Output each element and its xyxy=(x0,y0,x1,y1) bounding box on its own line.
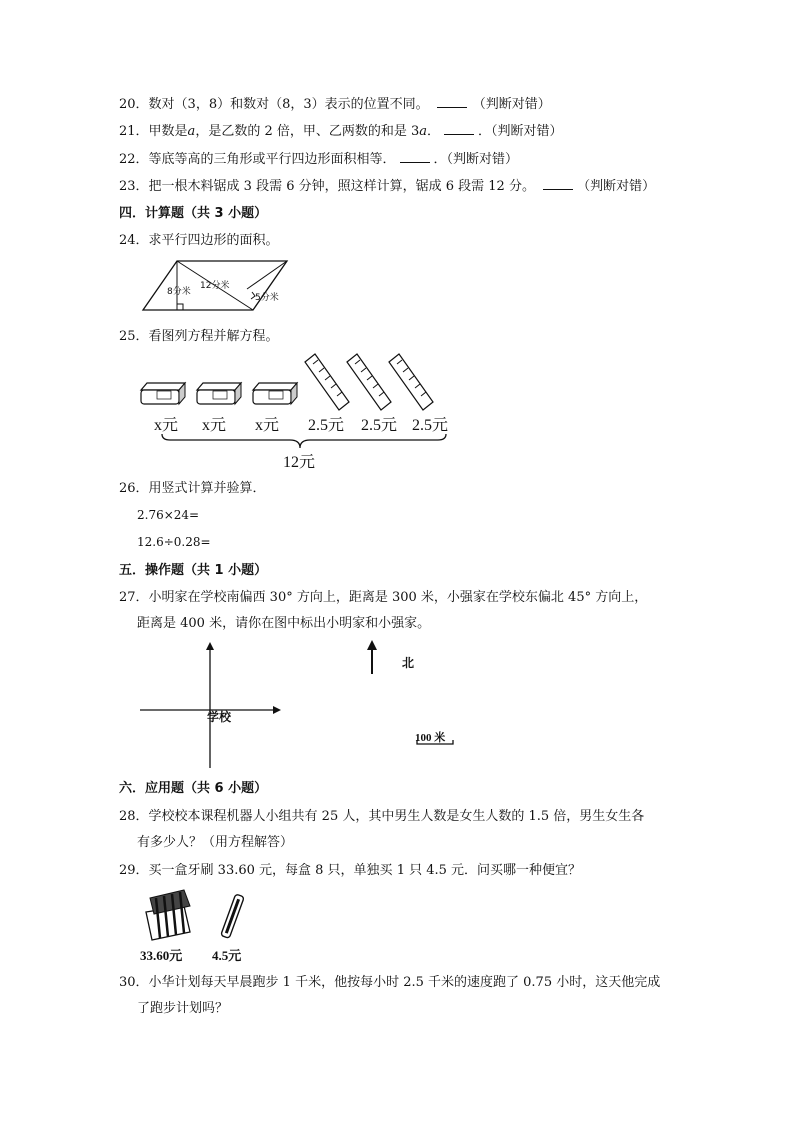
price-label-eraser: x元 xyxy=(255,417,280,434)
question-20-hint: （判断对错） xyxy=(472,97,551,112)
price-label-ruler: 2.5元 xyxy=(308,417,345,434)
price-label-eraser: x元 xyxy=(154,417,179,434)
toothbrush-figure xyxy=(140,888,260,943)
question-26: 26．用竖式计算并验算． xyxy=(119,481,266,496)
question-20-text: 20．数对（3，8）和数对（8，3）表示的位置不同。 xyxy=(119,97,429,112)
question-28-line2: 有多少人？（用方程解答） xyxy=(137,835,294,850)
question-21-mid: ，是乙数的 2 倍，甲、乙两数的和是 3 xyxy=(195,124,420,139)
toothbrush-box-icon xyxy=(146,890,190,940)
north-label: 北 xyxy=(402,656,415,670)
price-label-eraser: x元 xyxy=(202,417,227,434)
calc-division: 12.6÷0.28= xyxy=(137,535,211,549)
ruler-icon xyxy=(389,354,433,410)
question-25: 25．看图列方程并解方程。 xyxy=(119,329,279,344)
eraser-icon xyxy=(141,383,185,404)
section-6-heading: 六．应用题（共 6 小题） xyxy=(119,781,268,796)
question-27-line2: 距离是 400 米，请你在图中标出小明家和小强家。 xyxy=(137,616,431,631)
ruler-icon xyxy=(305,354,349,410)
question-23-hint: （判断对错） xyxy=(577,179,656,194)
question-29: 29．买一盒牙刷 33.60 元，每盒 8 只，单独买 1 只 4.5 元．问买哪一种便宜？ xyxy=(119,863,582,878)
question-20 xyxy=(119,95,551,114)
question-23-text: 23．把一根木料锯成 3 段需 6 分钟，照这样计算，锯成 6 段需 12 分。 xyxy=(119,179,535,194)
question-21-pre: 21．甲数是 xyxy=(119,124,188,139)
answer-blank-22[interactable] xyxy=(400,150,430,163)
scale-label: 100 米 xyxy=(415,732,446,744)
parallelogram-figure xyxy=(135,255,295,320)
answer-blank-23[interactable] xyxy=(543,177,573,190)
diagonal-label: 12分米 xyxy=(200,281,230,291)
price-label-ruler: 2.5元 xyxy=(412,417,449,434)
question-21-post: ． xyxy=(427,124,441,139)
box-price-label: 33.60元 xyxy=(140,948,183,963)
question-24: 24．求平行四边形的面积。 xyxy=(119,233,279,248)
total-price-label: 12元 xyxy=(283,454,316,471)
erasers-rulers-figure xyxy=(135,350,465,410)
question-21 xyxy=(119,122,563,141)
eraser-icon xyxy=(253,383,297,404)
question-23 xyxy=(119,177,655,196)
answer-blank-21[interactable] xyxy=(444,122,474,135)
question-22-hint: ．（判断对错） xyxy=(433,152,519,167)
side-label: 5分米 xyxy=(255,293,279,303)
eraser-icon xyxy=(197,383,241,404)
question-28-line1: 28．学校校本课程机器人小组共有 25 人，其中男生人数是女生人数的 1.5 倍，男生女生各 xyxy=(119,809,645,824)
calc-multiplication: 2.76×24= xyxy=(137,508,200,522)
question-30-line1: 30．小华计划每天早晨跑步 1 千米，他按每小时 2.5 千米的速度跑了 0.75 小时，这天他完成 xyxy=(119,975,661,990)
single-price-label: 4.5元 xyxy=(212,948,242,963)
section-4-heading: 四．计算题（共 3 小题） xyxy=(119,206,268,221)
question-22-text: 22．等底等高的三角形或平行四边形面积相等． xyxy=(119,152,396,167)
north-arrow-icon xyxy=(367,640,377,650)
height-label: 8分米 xyxy=(167,287,191,297)
question-21-hint: ．（判断对错） xyxy=(478,124,563,139)
toothbrush-icon xyxy=(221,894,245,938)
answer-blank-20[interactable] xyxy=(437,95,467,108)
question-30-line2: 了跑步计划吗？ xyxy=(137,1001,229,1016)
question-21-var-a2: a xyxy=(419,124,428,139)
question-22 xyxy=(119,150,518,169)
price-label-ruler: 2.5元 xyxy=(361,417,398,434)
map-figure xyxy=(135,640,465,770)
school-label: 学校 xyxy=(207,710,232,724)
question-21-var-a: a xyxy=(187,124,196,139)
section-5-heading: 五．操作题（共 1 小题） xyxy=(119,563,268,578)
ruler-icon xyxy=(347,354,391,410)
question-27-line1: 27．小明家在学校南偏西 30° 方向上，距离是 300 米，小强家在学校东偏北 45° 方向上， xyxy=(119,590,648,605)
